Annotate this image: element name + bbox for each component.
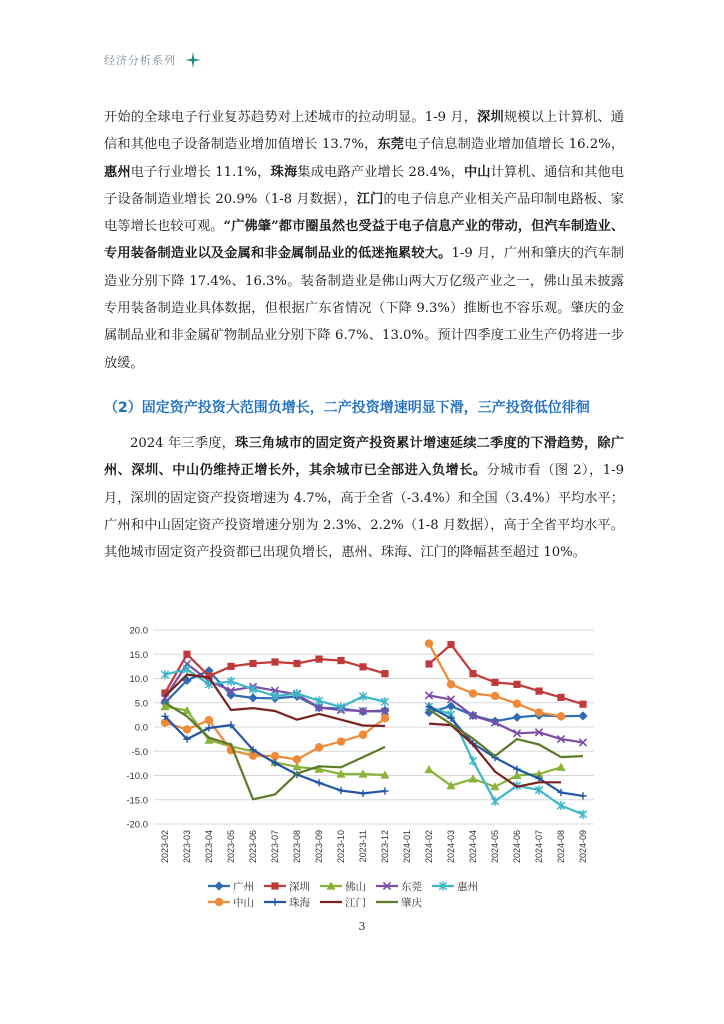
para1-text-6: 计算机、通信和其他电子设备制造业增长 20.9%（1-8 月数据）， <box>104 164 625 207</box>
data-point <box>271 898 278 905</box>
section-heading: （2）固定资产投资大范围负增长，二产投资增速明显下滑，三产投资低位徘徊 <box>104 400 590 416</box>
data-point <box>447 641 454 648</box>
para1-bold-5: 中山 <box>463 164 491 180</box>
data-point <box>205 716 213 724</box>
y-tick-label: 20.0 <box>129 625 148 637</box>
para2-bold-1: 珠三角城市的固定资产投资累计增速延续二季度的下滑趋势，除广州、深圳、中山仍维持正增长外，其余城市已全部进入负增长。 <box>104 436 624 479</box>
data-point <box>293 660 300 667</box>
x-tick-label: 2023-02 <box>160 830 170 864</box>
para1-text-7: 的电子信息产业相关产品印制电路板、家电等增长也较可观。 <box>104 191 624 235</box>
data-point <box>271 882 278 889</box>
series-title: 经济分析系列 <box>104 54 176 67</box>
para1-bold-1: 深圳 <box>477 110 504 125</box>
data-point <box>579 701 586 708</box>
data-point <box>513 681 520 688</box>
legend-label: 珠海 <box>289 897 310 909</box>
x-tick-label: 2024-01 <box>402 830 412 864</box>
data-point <box>557 694 564 701</box>
paragraph-investment <box>104 430 624 566</box>
data-point <box>183 651 190 658</box>
data-point <box>578 711 587 720</box>
para1-text-8: 1-9 月，广州和肇庆的汽车制造业分别下降 17.4%、16.3%。装备制造业是佛山两大万亿级产业之一，佛山虽未披露专用装备制造业具体数据，但根据广东省情况（下降 9.3%）推断也不容乐观。肇庆的金属制品业和非金属矿物制品业分别下降 6.7%、13.0%。预计四季度工业生产仍将进一步放缓。 <box>104 246 624 371</box>
data-point <box>469 756 476 765</box>
y-tick-label: -5.0 <box>131 746 148 758</box>
data-point <box>271 752 279 760</box>
legend-label: 江门 <box>345 897 366 909</box>
para1-bold-4: 珠海 <box>270 164 298 180</box>
x-tick-label: 2023-08 <box>292 830 302 864</box>
para1-bold-2: 东莞 <box>377 137 405 153</box>
data-point <box>315 656 322 663</box>
x-tick-label: 2024-02 <box>424 830 434 864</box>
y-tick-label: 0.0 <box>134 722 148 734</box>
para1-text-2: 规模以上计算机、通信和其他电子设备制造业增加值增长 13.7%， <box>104 110 624 153</box>
data-point <box>425 639 433 647</box>
x-tick-label: 2024-09 <box>578 830 588 864</box>
data-point <box>215 898 223 906</box>
x-tick-label: 2023-11 <box>358 830 368 863</box>
para1-text-3: 电子信息制造业增加值增长 16.2%， <box>404 137 625 153</box>
y-tick-label: 5.0 <box>134 698 148 710</box>
document-header <box>104 50 202 70</box>
data-point <box>293 755 301 763</box>
data-point <box>359 790 366 797</box>
x-tick-label: 2024-06 <box>512 830 522 864</box>
legend-label: 肇庆 <box>401 897 422 909</box>
y-tick-label: 10.0 <box>129 674 148 685</box>
data-point <box>359 663 366 670</box>
data-point <box>337 737 345 745</box>
data-point <box>271 658 278 665</box>
y-tick-label: -10.0 <box>126 771 148 782</box>
x-tick-label: 2023-12 <box>380 830 390 864</box>
y-tick-label: -20.0 <box>126 819 148 831</box>
page-number: 3 <box>358 920 366 933</box>
x-tick-label: 2024-07 <box>534 830 544 864</box>
legend-label: 深圳 <box>289 881 310 893</box>
data-point <box>381 670 388 677</box>
y-tick-label: 15.0 <box>129 649 148 661</box>
x-tick-label: 2024-03 <box>446 830 456 864</box>
x-tick-label: 2023-09 <box>314 830 324 864</box>
data-point <box>424 765 433 773</box>
x-tick-label: 2023-06 <box>248 830 258 864</box>
para2-text-1: 2024 年三季度， <box>130 436 236 451</box>
data-point <box>315 743 323 751</box>
para1-bold-3: 惠州 <box>104 164 131 180</box>
data-point <box>425 660 432 667</box>
x-tick-label: 2024-05 <box>490 830 500 864</box>
x-tick-label: 2023-10 <box>336 830 346 864</box>
legend-label: 东莞 <box>401 881 422 893</box>
data-point <box>183 725 191 733</box>
data-point <box>227 663 234 670</box>
x-tick-label: 2024-04 <box>468 830 478 864</box>
legend-label: 广州 <box>233 881 254 893</box>
x-tick-label: 2023-05 <box>226 830 236 864</box>
sparkle-star-icon <box>184 51 202 69</box>
para1-bold-6: 江门 <box>356 191 384 207</box>
x-tick-label: 2023-07 <box>270 830 280 864</box>
data-point <box>513 700 521 708</box>
para1-bold-7: “广佛肇”都市圈虽然也受益于电子信息产业的带动，但汽车制造业、专用装备制造业以及金属和非金属制品业的低迷拖累较大。 <box>104 219 625 262</box>
legend-label: 惠州 <box>457 881 478 893</box>
legend-label: 中山 <box>233 897 254 909</box>
x-tick-label: 2023-03 <box>182 830 192 864</box>
data-point <box>556 763 565 771</box>
data-point <box>315 779 322 786</box>
data-point <box>469 670 476 677</box>
data-point <box>381 787 388 794</box>
para1-text-4: 电子行业增长 11.1%， <box>130 164 271 180</box>
data-point <box>337 787 344 794</box>
data-point <box>535 688 542 695</box>
data-point <box>557 712 565 720</box>
data-point <box>491 679 498 686</box>
para2-text-2: 分城市看（图 2），1-9 月，深圳的固定资产投资增速为 4.7%，高于全省（-3.4%）和全国（3.4%）平均水平；广州和中山固定资产投资增速分别为 2.3%、2.2%（1-8 月数据），高于全省平均水平。其他城市固定资产投资都已出现负增长，惠州、珠海、江门的降幅甚至超过 10%。 <box>104 463 625 561</box>
x-tick-label: 2023-04 <box>204 830 214 864</box>
data-point <box>512 713 521 722</box>
x-tick-label: 2024-08 <box>556 830 566 864</box>
data-point <box>469 689 477 697</box>
data-point <box>491 692 499 700</box>
y-tick-label: -15.0 <box>126 795 148 807</box>
data-point <box>447 680 455 688</box>
data-point <box>359 731 367 739</box>
data-point <box>249 660 256 667</box>
para1-text-5: 集成电路产业增长 28.4%， <box>297 164 464 180</box>
data-point <box>248 693 257 702</box>
investment-growth-line-chart <box>112 616 612 916</box>
paragraph-industry <box>104 104 624 377</box>
para1-text-1: 开始的全球电子行业复苏趋势对上述城市的拉动明显。1-9 月， <box>104 110 478 125</box>
data-point <box>491 797 498 806</box>
data-point <box>579 792 586 799</box>
data-point <box>337 657 344 664</box>
data-point <box>535 708 543 716</box>
data-point <box>381 714 389 722</box>
legend-label: 佛山 <box>345 881 366 893</box>
data-point <box>214 881 223 890</box>
